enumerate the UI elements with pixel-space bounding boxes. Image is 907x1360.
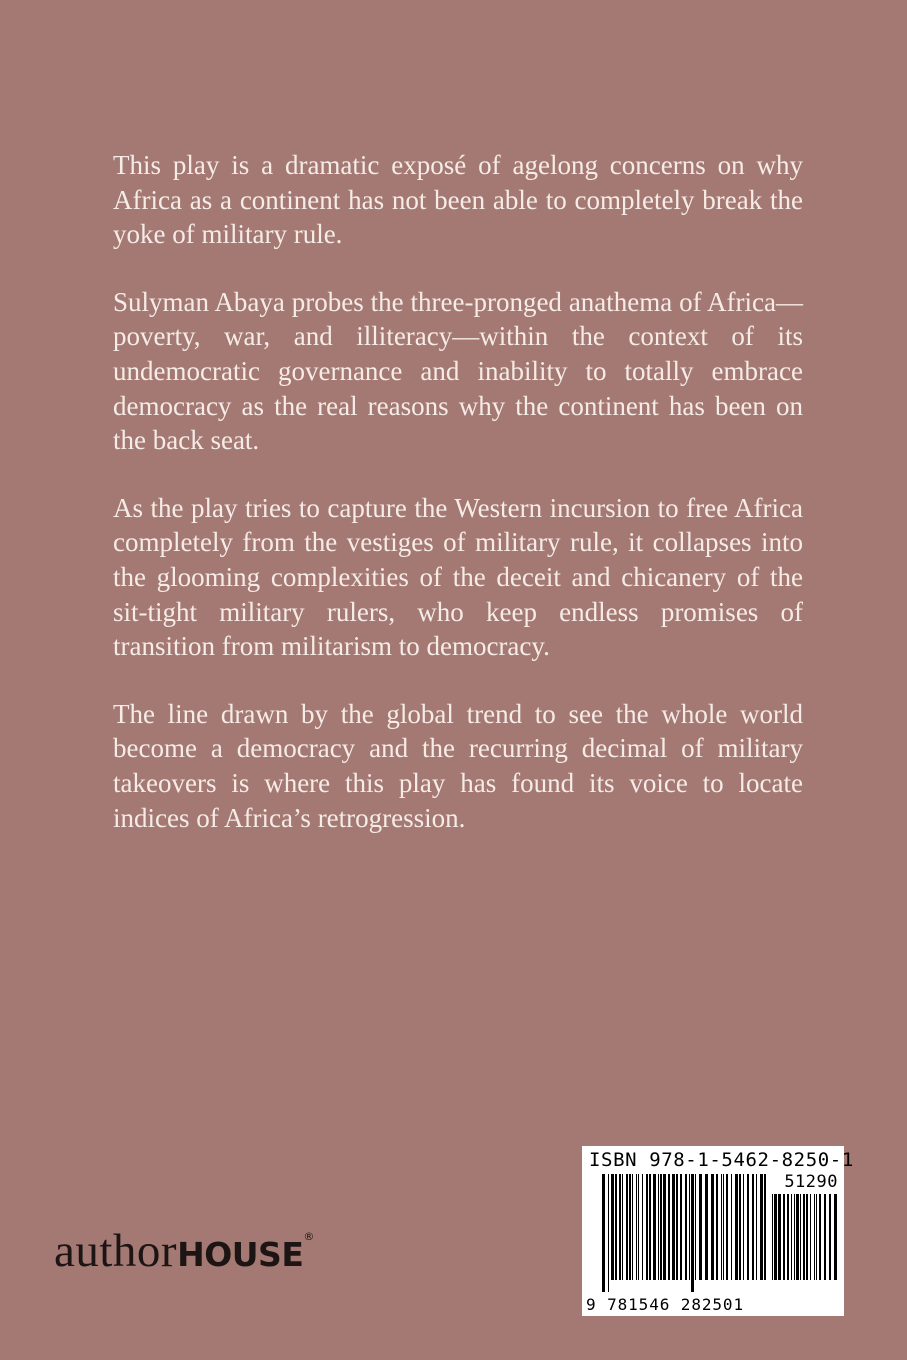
barcode-bar [611, 1174, 614, 1280]
blurb-paragraph-3: As the play tries to capture the Western incursion to free Africa completely from the vestiges of military rule, it collapses into the glooming complexities of the deceit and chicanery of the sit-tight military rulers, who keep endless promises of transition from militarism to democracy. [113, 492, 803, 662]
barcode-bar [632, 1174, 633, 1280]
publisher-logo [54, 1224, 314, 1278]
barcode-bar [760, 1174, 763, 1280]
barcode-bar [806, 1194, 808, 1280]
barcode-bar [672, 1174, 675, 1280]
barcode-bar [731, 1174, 732, 1280]
barcode-bar [796, 1194, 799, 1280]
publisher-logo-house: HOUSE [177, 1235, 304, 1274]
barcode-bar [787, 1194, 789, 1280]
barcode-bar [829, 1194, 831, 1280]
barcode-bar [699, 1174, 702, 1280]
barcode-bar [743, 1174, 744, 1280]
price-code: 51290 [784, 1172, 838, 1192]
barcode-bar [658, 1174, 659, 1280]
barcode-bar [636, 1174, 637, 1280]
barcode-bar [816, 1194, 817, 1280]
barcode-bar [778, 1194, 781, 1280]
barcode-bar [638, 1174, 639, 1280]
ean-digits: 9 781546 282501 [586, 1295, 744, 1314]
barcode-bar [800, 1194, 801, 1280]
publisher-logo-author: author [54, 1225, 178, 1277]
barcode-bar [676, 1174, 678, 1280]
registered-mark: ® [303, 1230, 315, 1243]
barcode-bar [739, 1174, 741, 1280]
barcode-bar [622, 1174, 623, 1280]
barcode-bar [819, 1194, 821, 1280]
barcode-bar [803, 1194, 805, 1280]
barcode-bar [660, 1174, 662, 1280]
barcode-bar [824, 1194, 826, 1280]
blurb-paragraph-4: The line drawn by the global trend to see the whole world become a democracy and the recurring decimal of military takeovers is where this play has found its voice to locate indices of Africa’s retrogression. [113, 698, 803, 833]
price-addon-barcode-bars [772, 1194, 838, 1292]
barcode-bar [608, 1174, 609, 1292]
barcode-bar [626, 1174, 628, 1280]
barcode-bar [834, 1194, 837, 1280]
back-cover-blurb [113, 148, 803, 868]
isbn-barcode-block [582, 1146, 854, 1316]
barcode-bar [691, 1174, 694, 1292]
barcode-bar [663, 1174, 666, 1280]
barcode-bar [705, 1174, 708, 1280]
barcode-bar [752, 1174, 754, 1280]
barcode-bar [602, 1174, 605, 1292]
barcode-bar [721, 1174, 722, 1280]
blurb-paragraph-1: This play is a dramatic exposé of agelong concerns on why Africa as a continent has not been able to completely break the yoke of military rule. [113, 150, 803, 250]
barcode-bar [619, 1174, 621, 1280]
barcode-bar [642, 1174, 643, 1280]
barcode-bar [689, 1174, 690, 1280]
barcode-bar [723, 1174, 724, 1280]
barcode-bar [810, 1194, 811, 1280]
isbn-label: ISBN 978-1-5462-8250-1 [589, 1149, 854, 1171]
barcode-bar [649, 1174, 651, 1280]
barcode-bar [646, 1174, 648, 1280]
barcode-bar [783, 1194, 785, 1280]
barcode-bar [726, 1174, 728, 1280]
barcode-bar [774, 1194, 777, 1280]
barcode-bar [772, 1194, 773, 1280]
barcode-bar [764, 1174, 766, 1280]
barcode-bar [680, 1174, 682, 1280]
barcode-bar [814, 1194, 815, 1280]
barcode-bar [685, 1174, 687, 1280]
barcode-bar [794, 1194, 795, 1280]
barcode-bar [716, 1174, 718, 1280]
barcode-bar [653, 1174, 656, 1280]
barcode-bar [747, 1174, 749, 1280]
barcode-bar [791, 1194, 792, 1280]
barcode-bar [711, 1174, 714, 1280]
barcode-bar [735, 1174, 738, 1280]
blurb-paragraph-2: Sulyman Abaya probes the three-pronged anathema of Africa—poverty, war, and illiteracy—within the context of its undemocratic governance and inability to totally embrace democracy as the real reasons why the continent has been on the back seat. [113, 286, 803, 456]
barcode-bar [615, 1174, 617, 1280]
barcode-bar [629, 1174, 631, 1280]
ean-barcode-bars [602, 1174, 766, 1292]
barcode-bar [695, 1174, 696, 1280]
barcode-bar [668, 1174, 670, 1280]
barcode-bar [756, 1174, 757, 1280]
